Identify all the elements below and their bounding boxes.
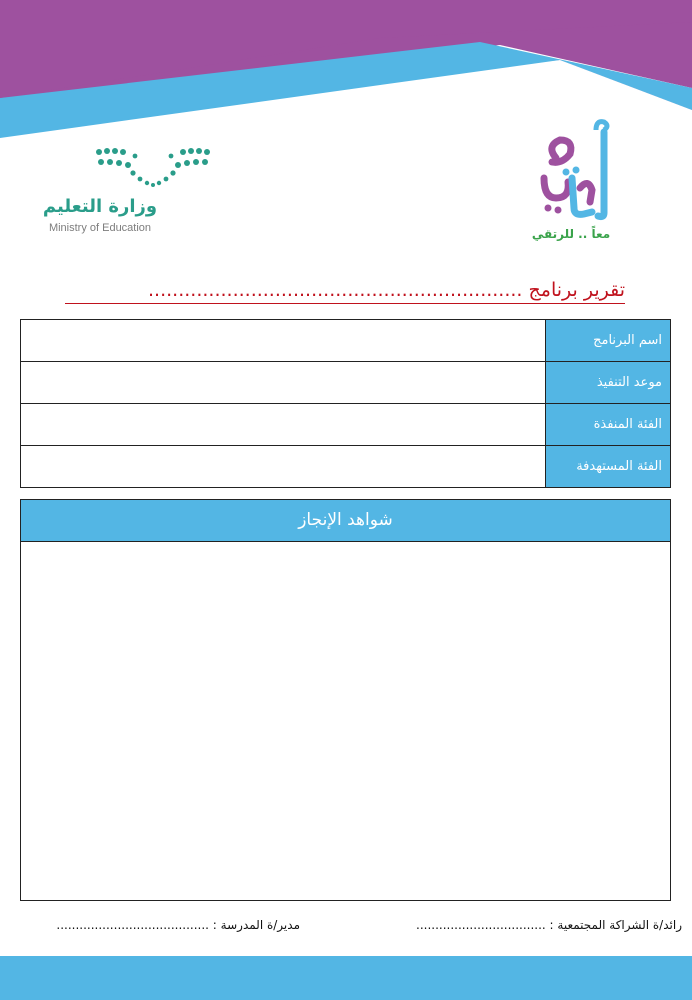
execution-date-field[interactable]	[21, 362, 546, 404]
evidence-content-area[interactable]	[21, 542, 670, 900]
ministry-name-arabic: وزارة التعليم	[42, 196, 158, 217]
achievement-evidence-title: شواهد الإنجاز	[21, 500, 670, 542]
ministry-dots-icon	[95, 146, 215, 194]
executing-group-field[interactable]	[21, 404, 546, 446]
achievement-evidence-box	[20, 499, 671, 901]
ministry-logo	[40, 146, 215, 238]
ertiqa-calligraphy-icon	[526, 118, 626, 223]
bottom-bar	[0, 956, 692, 1000]
table-row	[21, 320, 671, 362]
program-info-table	[20, 319, 671, 488]
target-group-label: الفئة المستهدفة	[546, 446, 671, 488]
execution-date-label: موعد التنفيذ	[546, 362, 671, 404]
target-group-field[interactable]	[21, 446, 546, 488]
program-name-field[interactable]	[21, 320, 546, 362]
ertiqa-tagline: معاً .. للرتقي	[531, 227, 611, 241]
ertiqa-logo	[526, 118, 626, 248]
report-title: تقرير برنامج ..............................................................	[65, 278, 625, 304]
table-row	[21, 362, 671, 404]
school-principal-line: مدير/ة المدرسة : ........................................	[56, 918, 300, 932]
table-row	[21, 446, 671, 488]
community-partnership-coordinator-line: رائد/ة الشراكة المجتمعية : ..................................	[416, 918, 682, 932]
executing-group-label: الفئة المنفذة	[546, 404, 671, 446]
table-row	[21, 404, 671, 446]
program-name-label: اسم البرنامج	[546, 320, 671, 362]
ministry-name-english: Ministry of Education	[48, 222, 152, 234]
